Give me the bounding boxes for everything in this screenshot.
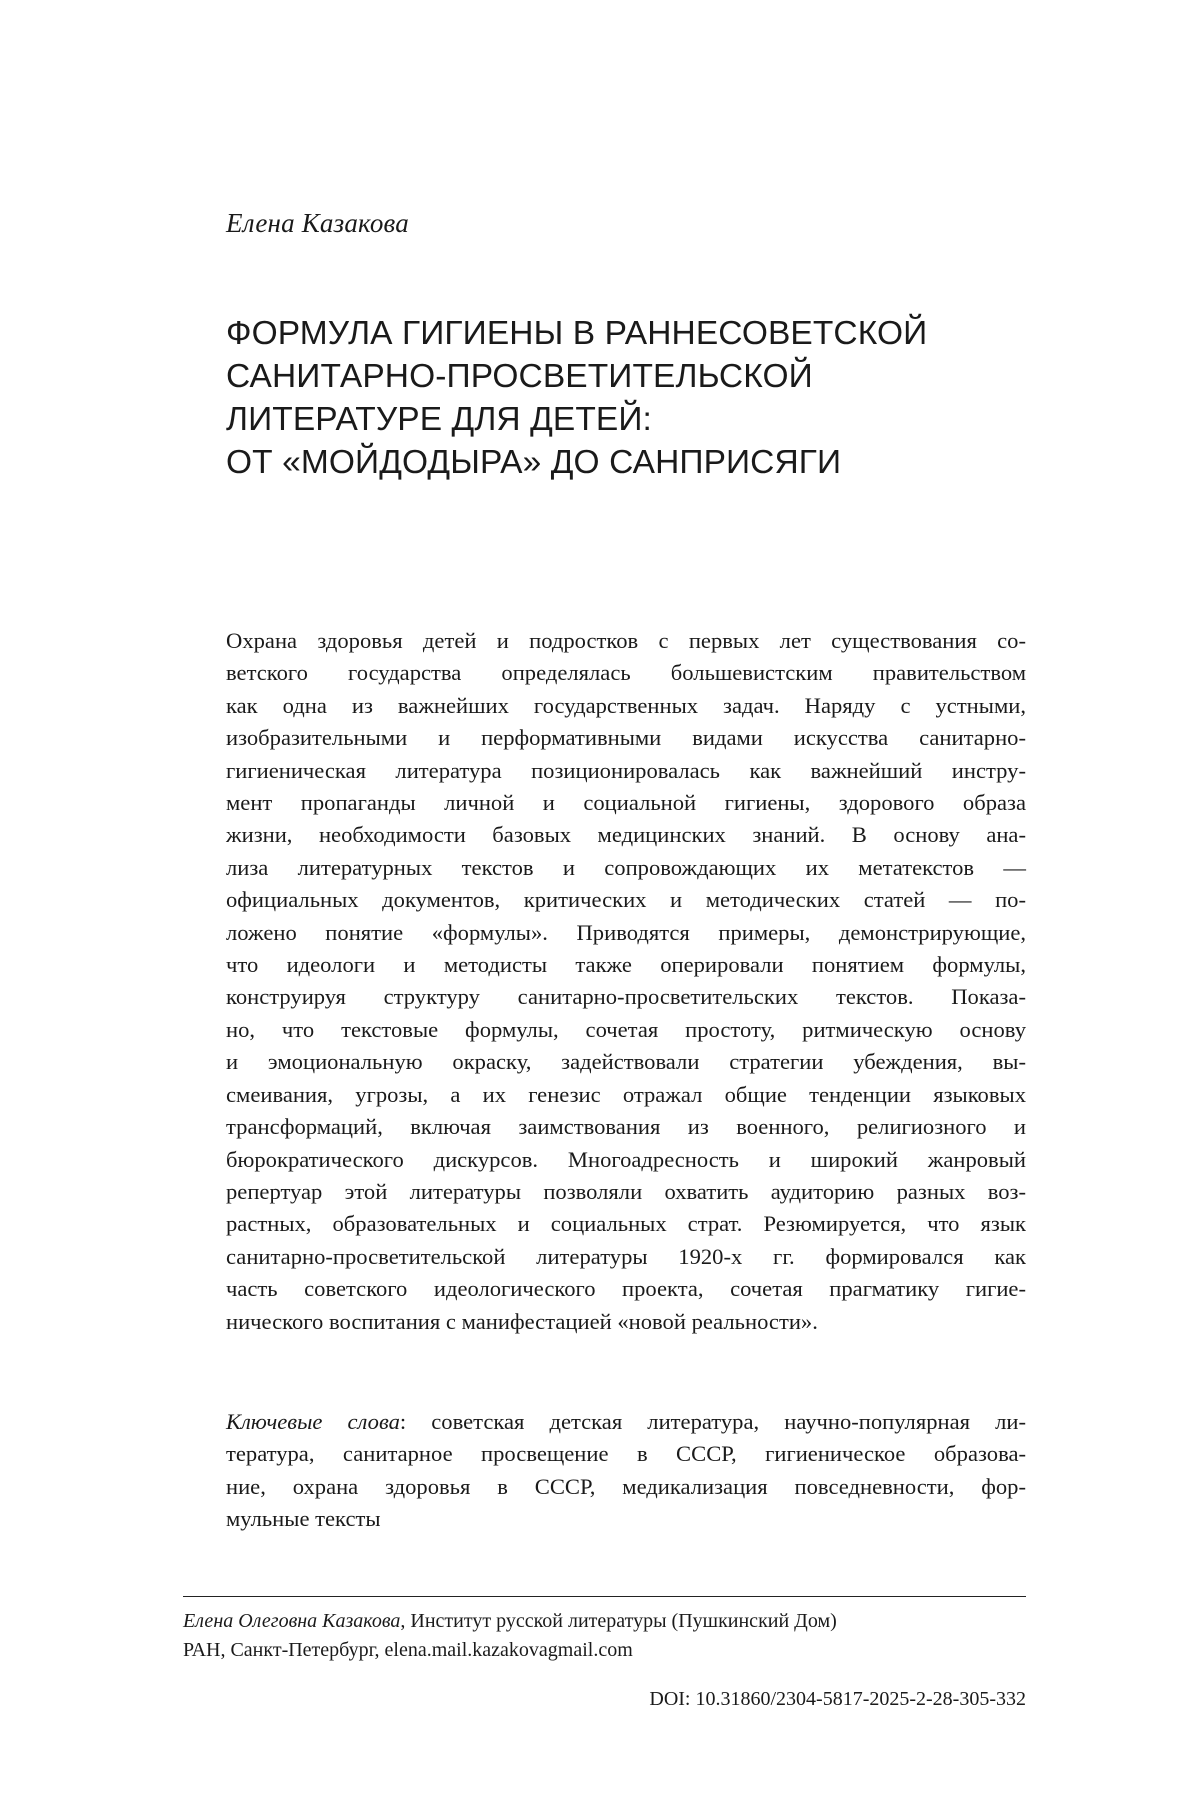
title-line: ФОРМУЛА ГИГИЕНЫ В РАННЕСОВЕТСКОЙ [226,315,928,352]
abstract-line: официальных документов, критических и методических статей — по- [226,887,1026,913]
abstract-line: растных, образовательных и социальных страт. Резюмируется, что язык [226,1211,1026,1237]
doi: DOI: 10.31860/2304-5817-2025-2-28-305-332 [649,1688,1026,1710]
title-line: ЛИТЕРАТУРЕ ДЛЯ ДЕТЕЙ: [226,401,652,438]
affiliation-line [183,1607,1026,1636]
keywords-line: тература, санитарное просвещение в СССР, гигиеническое образова- [226,1441,1026,1467]
footnote-divider [183,1596,1026,1597]
abstract-line: ложено понятие «формулы». Приводятся примеры, демонстрирующие, [226,919,1026,945]
abstract-line: изобразительными и перформативными видами искусства санитарно- [226,725,1026,751]
abstract-line: часть советского идеологического проекта, сочетая прагматику гигие- [226,1276,1026,1302]
keywords-line: ние, охрана здоровья в СССР, медикализация повседневности, фор- [226,1473,1026,1499]
abstract-line: репертуар этой литературы позволяли охватить аудиторию разных воз- [226,1178,1026,1204]
affiliation-institute: , Институт русской литературы (Пушкинский Дом) [400,1610,837,1632]
abstract-line: Охрана здоровья детей и подростков с первых лет существования со- [226,628,1026,653]
abstract-line: санитарно-просветительской литературы 1920-х гг. формировался как [226,1243,1026,1269]
abstract-line: ветского государства определялась большевистским правительством [226,660,1026,686]
abstract-line: жизни, необходимости базовых медицинских знаний. В основу ана- [226,822,1026,848]
affiliation-line: РАН, Санкт-Петербург, elena.mail.kazakovagmail.com [183,1639,633,1661]
abstract-line: лиза литературных текстов и сопровождающих их метатекстов — [226,854,1026,880]
title-line: САНИТАРНО-ПРОСВЕТИТЕЛЬСКОЙ [226,358,813,395]
abstract-line: трансформаций, включая заимствования из военного, религиозного и [226,1114,1026,1140]
abstract-line: но, что текстовые формулы, сочетая простоту, ритмическую основу [226,1016,1026,1042]
abstract-line: как одна из важнейших государственных задач. Наряду с устными, [226,692,1026,718]
abstract-line: нического воспитания с манифестацией «новой реальности». [226,1308,818,1334]
keywords-text: : советская детская литература, научно-популярная ли- [399,1409,1027,1434]
keywords-line [226,1406,1026,1438]
author-name: Елена Казакова [226,208,409,238]
keywords-line: мульные тексты [226,1506,381,1532]
abstract-line: и эмоциональную окраску, задействовали стратегии убеждения, вы- [226,1049,1026,1075]
keywords-block [226,1406,1026,1536]
article-title [226,312,1026,484]
abstract-line: конструируя структуру санитарно-просветительских текстов. Показа- [226,984,1026,1010]
abstract-line: мент пропаганды личной и социальной гигиены, здорового образа [226,790,1026,816]
abstract-line: смеивания, угрозы, а их генезис отражал общие тенденции языковых [226,1081,1026,1107]
author-affiliation [183,1607,1026,1665]
affiliation-author-name: Елена Олеговна Казакова [183,1610,401,1632]
keywords-label: Ключевые слова [226,1409,400,1434]
abstract-line: гигиеническая литература позиционировалась как важнейший инстру- [226,757,1026,783]
abstract-line: что идеологи и методисты также оперировали понятием формулы, [226,952,1026,978]
abstract [226,625,1026,1338]
title-line: ОТ «МОЙДОДЫРА» ДО САНПРИСЯГИ [226,444,842,481]
abstract-line: бюрократического дискурсов. Многоадресность и широкий жанровый [226,1146,1026,1172]
